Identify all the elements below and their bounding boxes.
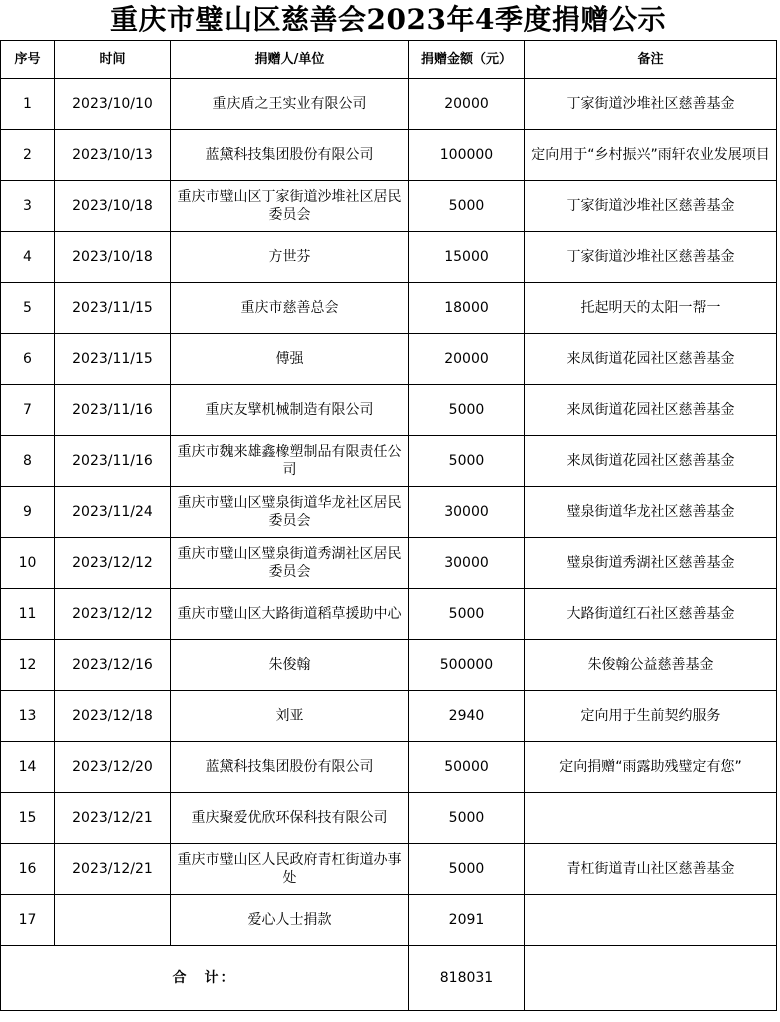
table-row [1, 181, 777, 232]
cell-index: 14 [1, 742, 55, 793]
cell-date: 2023/11/16 [55, 385, 171, 436]
cell-donor: 蓝黛科技集团股份有限公司 [171, 130, 409, 181]
cell-amount: 5000 [409, 793, 525, 844]
cell-donor: 重庆市璧山区人民政府青杠街道办事处 [171, 844, 409, 895]
table-row [1, 385, 777, 436]
cell-note: 定向用于“乡村振兴”雨轩农业发展项目 [525, 130, 777, 181]
cell-index: 5 [1, 283, 55, 334]
cell-amount: 5000 [409, 436, 525, 487]
table-row [1, 844, 777, 895]
table-row [1, 793, 777, 844]
cell-index: 2 [1, 130, 55, 181]
cell-note [525, 793, 777, 844]
cell-amount: 5000 [409, 181, 525, 232]
table-body [1, 79, 777, 946]
cell-date: 2023/10/13 [55, 130, 171, 181]
cell-donor: 傅强 [171, 334, 409, 385]
cell-amount: 20000 [409, 79, 525, 130]
cell-index: 16 [1, 844, 55, 895]
cell-note: 定向用于生前契约服务 [525, 691, 777, 742]
table-row [1, 487, 777, 538]
cell-note: 来凤街道花园社区慈善基金 [525, 334, 777, 385]
cell-index: 3 [1, 181, 55, 232]
total-amount: 818031 [409, 946, 525, 1011]
cell-amount: 50000 [409, 742, 525, 793]
table-row [1, 232, 777, 283]
cell-date: 2023/11/15 [55, 283, 171, 334]
cell-amount: 18000 [409, 283, 525, 334]
cell-index: 12 [1, 640, 55, 691]
cell-index: 10 [1, 538, 55, 589]
total-row [1, 946, 777, 1011]
cell-date: 2023/12/21 [55, 844, 171, 895]
cell-note: 来凤街道花园社区慈善基金 [525, 436, 777, 487]
cell-note: 来凤街道花园社区慈善基金 [525, 385, 777, 436]
cell-note: 定向捐赠“雨露助残璧定有您” [525, 742, 777, 793]
cell-index: 9 [1, 487, 55, 538]
cell-donor: 重庆市慈善总会 [171, 283, 409, 334]
cell-index: 6 [1, 334, 55, 385]
cell-date: 2023/10/10 [55, 79, 171, 130]
cell-amount: 5000 [409, 385, 525, 436]
cell-donor: 重庆市璧山区大路街道稻草援助中心 [171, 589, 409, 640]
cell-amount: 15000 [409, 232, 525, 283]
header-index: 序号 [1, 41, 55, 79]
cell-index: 8 [1, 436, 55, 487]
cell-note: 璧泉街道秀湖社区慈善基金 [525, 538, 777, 589]
cell-date: 2023/10/18 [55, 181, 171, 232]
cell-donor: 重庆市璧山区璧泉街道秀湖社区居民委员会 [171, 538, 409, 589]
total-label: 合 计： [1, 946, 409, 1011]
cell-note: 托起明天的太阳一帮一 [525, 283, 777, 334]
table-row [1, 283, 777, 334]
cell-amount: 20000 [409, 334, 525, 385]
cell-date: 2023/12/18 [55, 691, 171, 742]
cell-amount: 500000 [409, 640, 525, 691]
cell-note [525, 895, 777, 946]
cell-index: 1 [1, 79, 55, 130]
cell-donor: 重庆市璧山区璧泉街道华龙社区居民委员会 [171, 487, 409, 538]
cell-note: 青杠街道青山社区慈善基金 [525, 844, 777, 895]
cell-amount: 30000 [409, 487, 525, 538]
cell-donor: 重庆市璧山区丁家街道沙堆社区居民委员会 [171, 181, 409, 232]
cell-index: 4 [1, 232, 55, 283]
cell-date: 2023/12/12 [55, 538, 171, 589]
table-row [1, 691, 777, 742]
cell-amount: 2091 [409, 895, 525, 946]
page-title: 重庆市璧山区慈善会2023年4季度捐赠公示 [110, 3, 666, 36]
cell-amount: 5000 [409, 844, 525, 895]
table-header-row [1, 41, 777, 79]
cell-note: 丁家街道沙堆社区慈善基金 [525, 181, 777, 232]
cell-index: 15 [1, 793, 55, 844]
donation-table [0, 40, 777, 1011]
cell-index: 13 [1, 691, 55, 742]
table-row [1, 538, 777, 589]
cell-date: 2023/10/18 [55, 232, 171, 283]
cell-note: 朱俊翰公益慈善基金 [525, 640, 777, 691]
header-date: 时间 [55, 41, 171, 79]
cell-date: 2023/12/20 [55, 742, 171, 793]
cell-note: 大路街道红石社区慈善基金 [525, 589, 777, 640]
table-row [1, 895, 777, 946]
cell-amount: 30000 [409, 538, 525, 589]
cell-donor: 爱心人士捐款 [171, 895, 409, 946]
cell-amount: 5000 [409, 589, 525, 640]
table-row [1, 79, 777, 130]
cell-index: 17 [1, 895, 55, 946]
table-row [1, 130, 777, 181]
cell-note: 丁家街道沙堆社区慈善基金 [525, 232, 777, 283]
table-row [1, 640, 777, 691]
cell-amount: 100000 [409, 130, 525, 181]
header-note: 备注 [525, 41, 777, 79]
cell-date: 2023/12/12 [55, 589, 171, 640]
cell-date: 2023/11/24 [55, 487, 171, 538]
cell-donor: 重庆盾之王实业有限公司 [171, 79, 409, 130]
table-row [1, 589, 777, 640]
cell-date [55, 895, 171, 946]
table-row [1, 436, 777, 487]
cell-date: 2023/12/16 [55, 640, 171, 691]
table-row [1, 334, 777, 385]
cell-note: 璧泉街道华龙社区慈善基金 [525, 487, 777, 538]
cell-index: 11 [1, 589, 55, 640]
cell-donor: 蓝黛科技集团股份有限公司 [171, 742, 409, 793]
cell-donor: 重庆聚爱优欣环保科技有限公司 [171, 793, 409, 844]
total-note [525, 946, 777, 1011]
cell-index: 7 [1, 385, 55, 436]
cell-donor: 重庆市魏来雄鑫橡塑制品有限责任公司 [171, 436, 409, 487]
cell-date: 2023/12/21 [55, 793, 171, 844]
cell-donor: 方世芬 [171, 232, 409, 283]
cell-date: 2023/11/15 [55, 334, 171, 385]
cell-amount: 2940 [409, 691, 525, 742]
cell-donor: 朱俊翰 [171, 640, 409, 691]
table-row [1, 742, 777, 793]
cell-date: 2023/11/16 [55, 436, 171, 487]
header-donor: 捐赠人/单位 [171, 41, 409, 79]
cell-donor: 刘亚 [171, 691, 409, 742]
cell-donor: 重庆友擘机械制造有限公司 [171, 385, 409, 436]
cell-note: 丁家街道沙堆社区慈善基金 [525, 79, 777, 130]
header-amount: 捐赠金额（元） [409, 41, 525, 79]
